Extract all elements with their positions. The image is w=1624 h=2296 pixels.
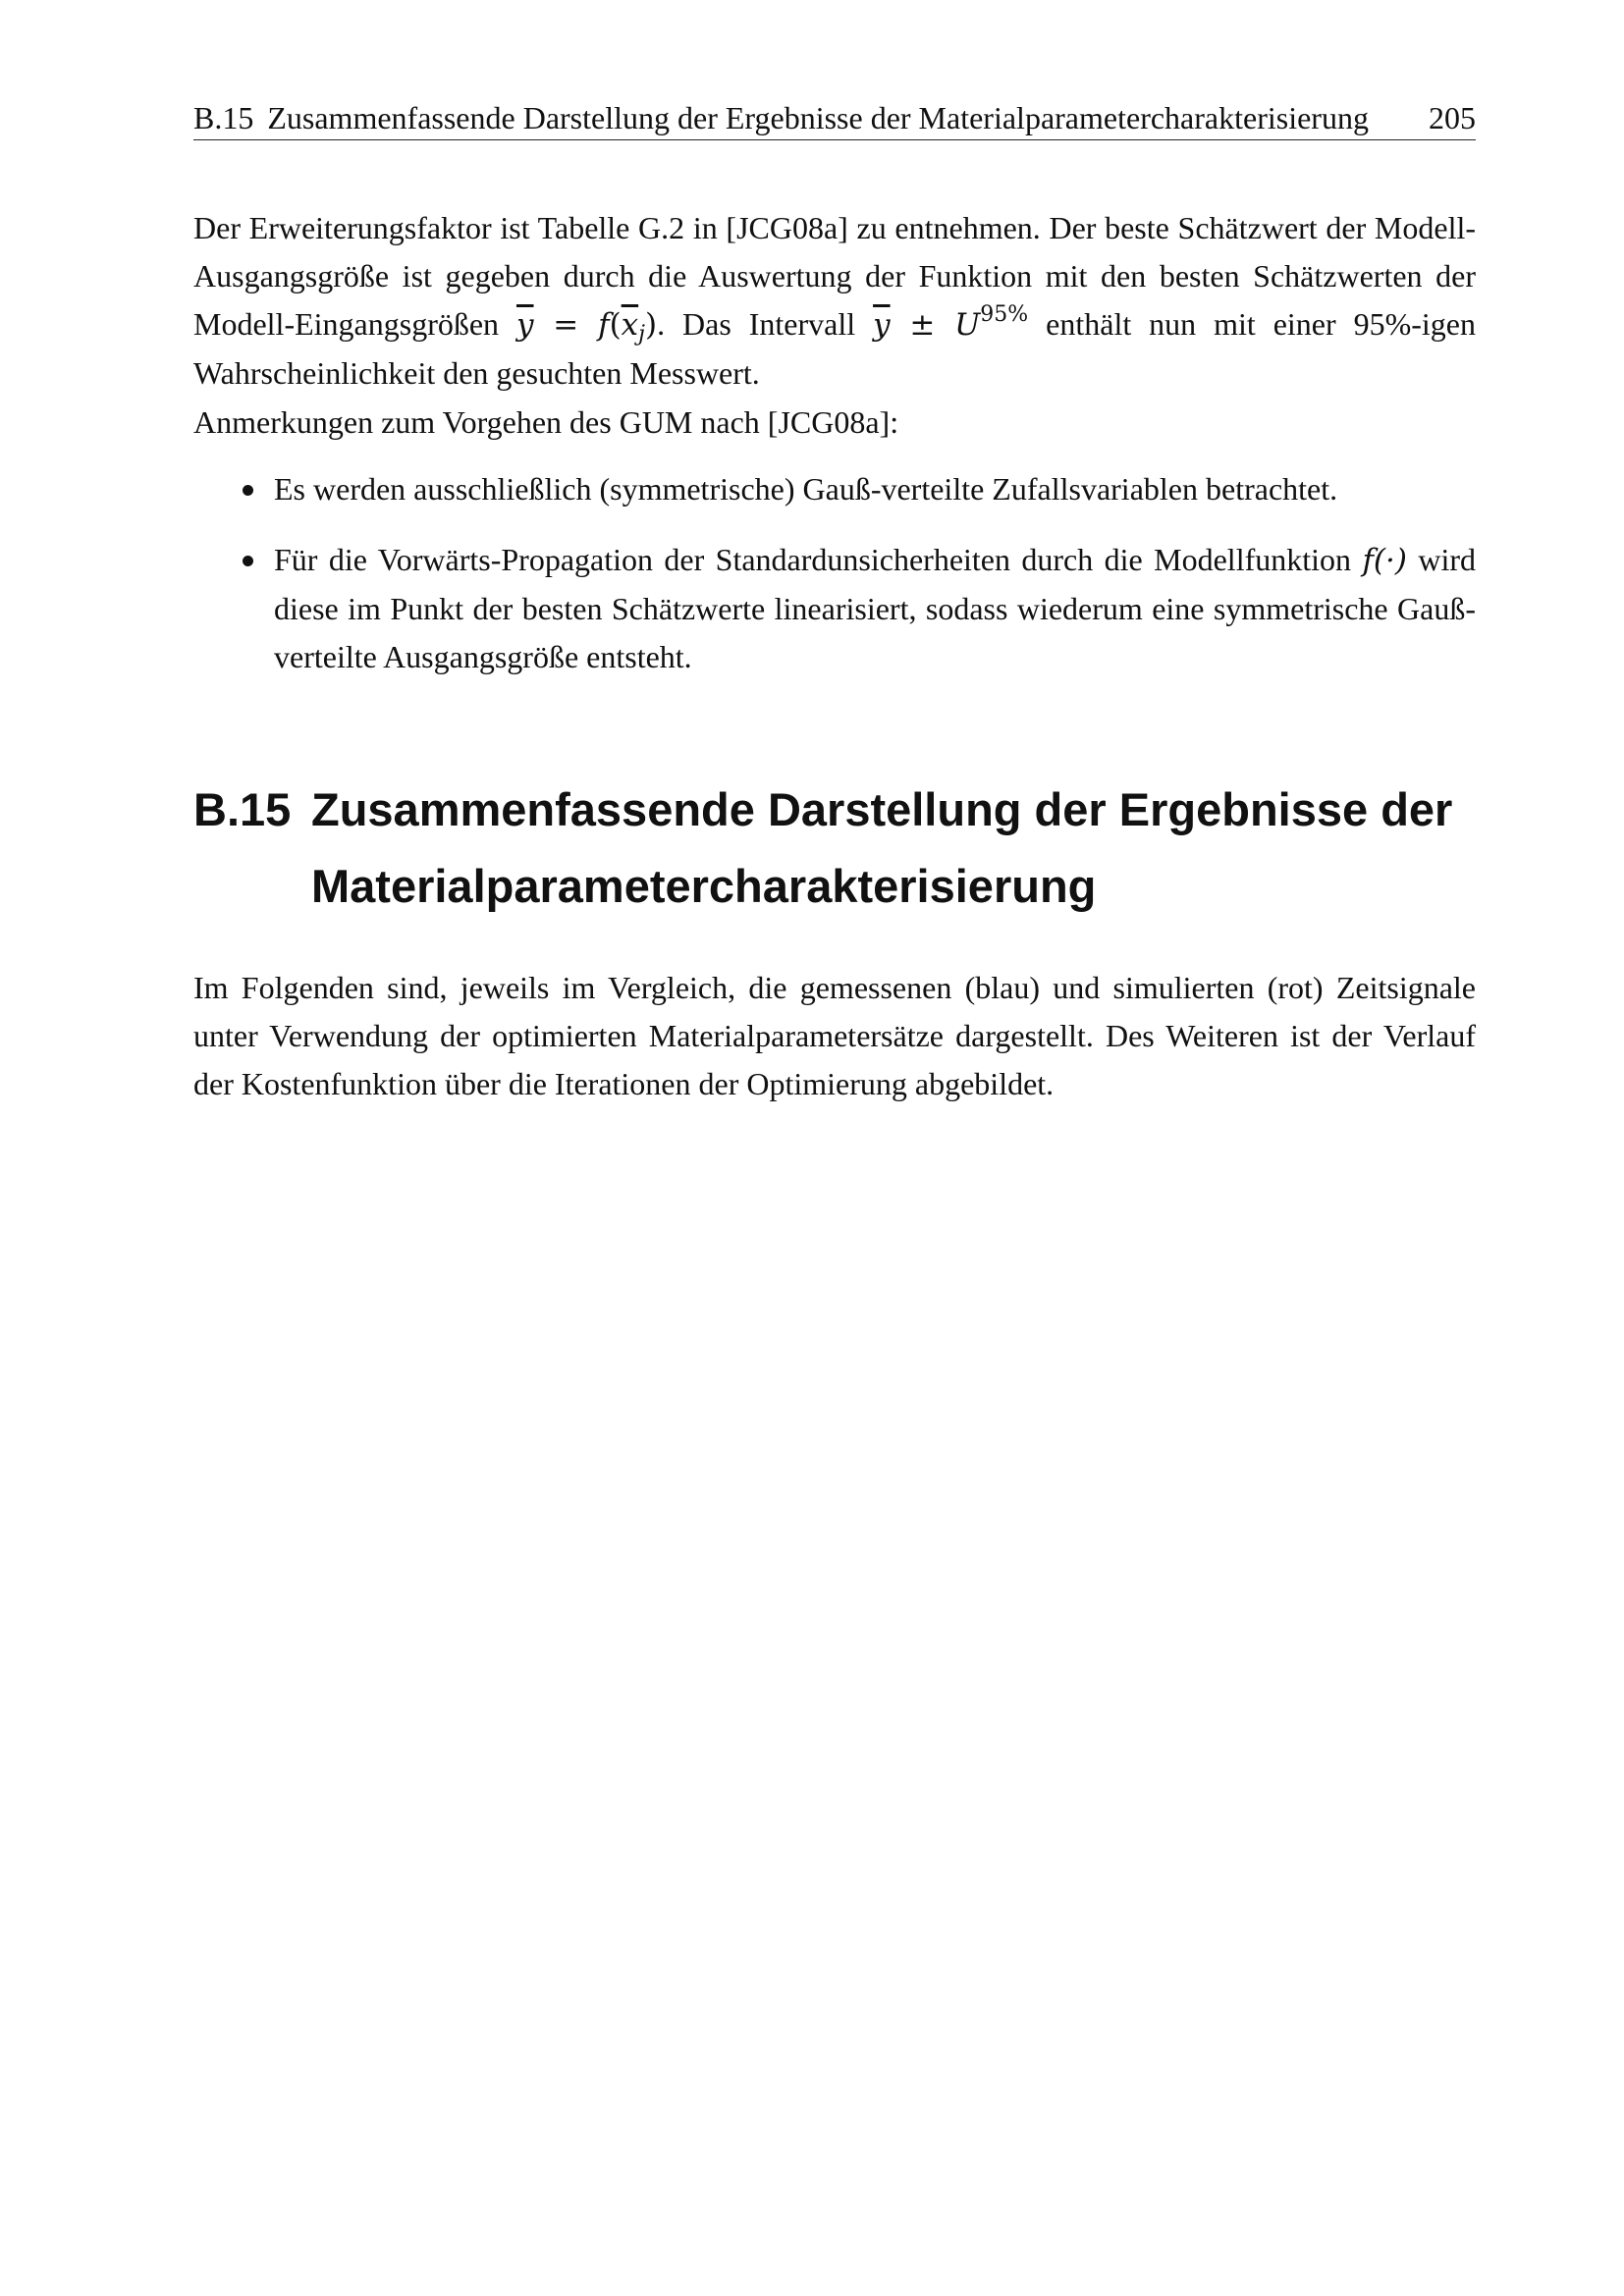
list-item xyxy=(193,465,1476,513)
formula-model-function: f(·) xyxy=(1362,543,1407,578)
page-number: 205 xyxy=(1429,100,1476,135)
formula-best-estimate: $\overline{y} = f(\overline{x}_j)$ xyxy=(515,307,658,347)
gum-notes-list xyxy=(193,465,1476,704)
paragraph-results-intro: Im Folgenden sind, jeweils im Vergleich, die gemessenen (blau) und simulierten (rot) Zeitsignale unter Verwendung der optimierten Materialparametersätze dargestellt. Des Weiteren ist der Verlauf der Kostenfunktion über die Iterationen der Optimierung abgebildet. xyxy=(193,970,1476,1101)
section-heading xyxy=(193,772,1476,925)
bullet-text: Es werden ausschließlich (symmetrische) Gauß-verteilte Zufallsvariablen betrachtet. xyxy=(274,471,1338,507)
formula-interval: $\overline{y} \pm U^{95\%}$ xyxy=(873,302,1029,343)
bullet-icon xyxy=(243,556,253,566)
running-header xyxy=(193,96,1476,140)
bullet-text-a: Für die Vorwärts-Propagation der Standardunsicherheiten durch die Modellfunktion xyxy=(274,542,1352,577)
bullet-icon xyxy=(243,485,253,496)
header-section-number: B.15 xyxy=(193,100,254,135)
paragraph1-text-a: Der Erweiterungsfaktor ist Tabelle G.2 in [JCG08a] zu entnehmen. Der beste Schätzwert der Modell-Ausgangsgröße ist gegeben durch die Auswertung der Funktion mit den besten Schätzwerten der Modell-Eingangsgrößen xyxy=(193,210,1476,342)
header-section-title: Zusammenfassende Darstellung der Ergebnisse der Materialparametercharakterisierung xyxy=(267,100,1369,135)
section-title: Zusammenfassende Darstellung der Ergebnisse der Materialparametercharakterisierung xyxy=(311,783,1453,912)
list-item xyxy=(193,536,1476,681)
bullet-text-b: wird diese im Punkt der besten Schätzwerte linearisiert, sodass wiederum eine symmetrische Gauß-verteilte Ausgangsgröße entsteht. xyxy=(274,542,1477,674)
notes-intro: Anmerkungen zum Vorgehen des GUM nach [JCG08a]: xyxy=(193,404,899,440)
paragraph1-text-b: . Das Intervall xyxy=(657,306,856,342)
paragraph-expansion-factor xyxy=(193,204,1476,398)
paragraph1-text-c: enthält nun mit einer 95%-igen Wahrscheinlichkeit den gesuchten Messwert. xyxy=(193,306,1476,391)
section-number: B.15 xyxy=(193,783,292,835)
